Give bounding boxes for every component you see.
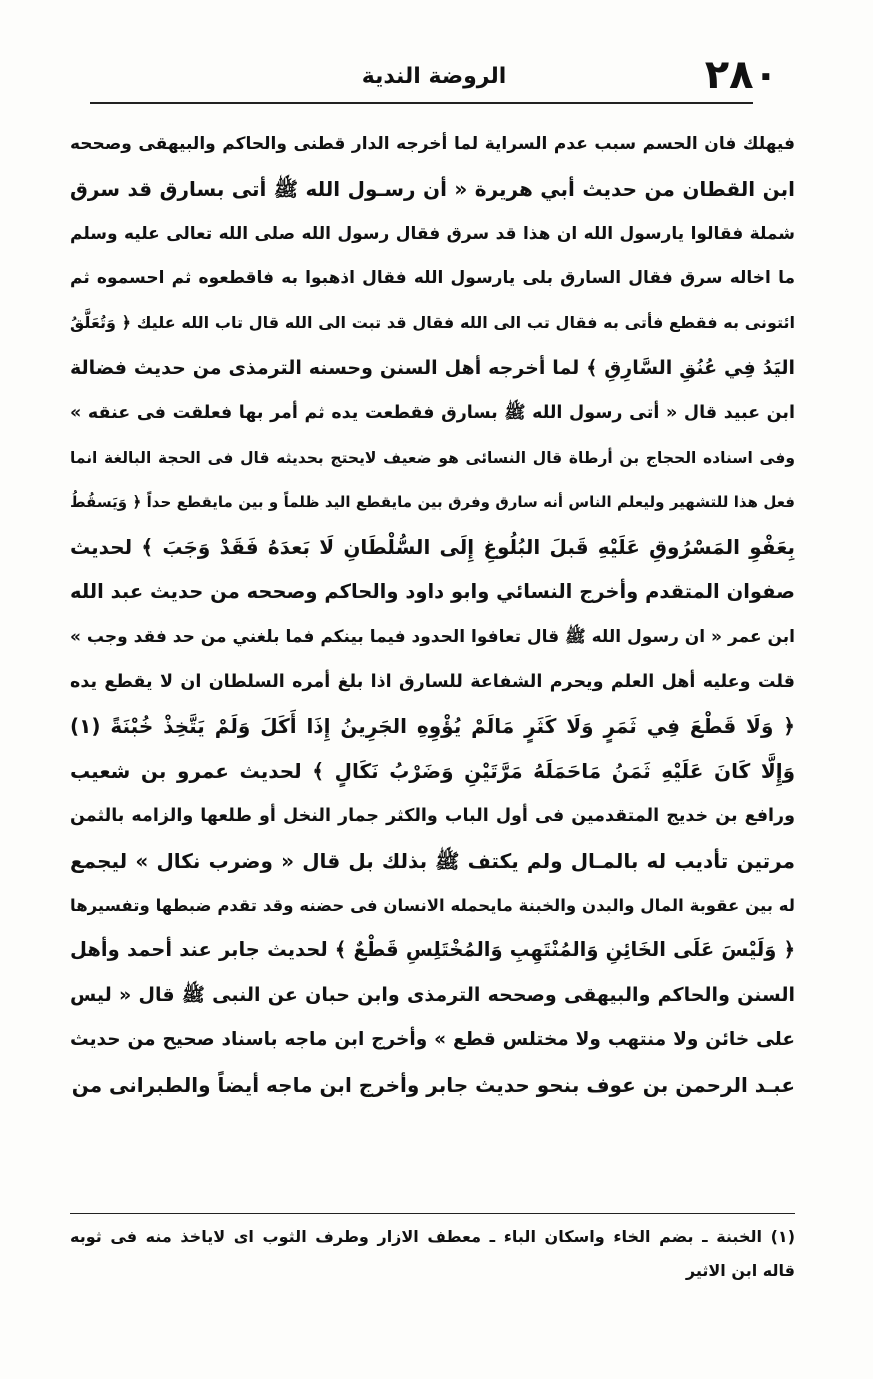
footnotes xyxy=(70,1220,795,1288)
text-line: ائتونى به فقطع فأتى به فقال تب الى الله فقال قد تبت الى الله قال تاب الله عليك ﴿ وَتُعَلَّقُ xyxy=(70,313,795,333)
text-line: على خائن ولا منتهب ولا مختلس قطع » وأخرج ابن ماجه باسناد صحيح من حديث xyxy=(70,1028,795,1050)
text-line: فيهلك فان الحسم سبب عدم السراية لما أخرجه الدار قطنى والحاكم والبيهقى وصححه xyxy=(70,134,795,154)
text-line: ورافع بن خديج المتقدمين فى أول الباب والكثر جمار النخل أو طلعها والزامه بالثمن xyxy=(70,805,795,826)
header-rule xyxy=(90,102,753,104)
text-line: قلت وعليه أهل العلم ويحرم الشفاعة للسارق اذا بلغ أمره السلطان ان لا يقطع يده xyxy=(70,671,795,692)
text-line: اليَدُ فِي عُنُقِ السَّارِقِ ﴾ لما أخرجه أهل السنن وحسنه الترمذى من حديث فضالة xyxy=(70,356,795,379)
text-line: فعل هذا للتشهير وليعلم الناس أنه سارق وفرق بين مايقطع اليد ظلماً و بين مايقطع حداً ﴿ وَيَسقُطُ xyxy=(70,493,795,512)
text-line: ابن القطان من حديث أبي هريرة « أن رسـول الله ﷺ أتى بسارق قد سرق xyxy=(70,176,795,201)
text-line: ﴿ وَلَيْسَ عَلَى الخَائِنِ وَالمُنْتَهِبِ وَالمُخْتَلِسِ قَطْعٌ ﴾ لحديث جابر عند أحمد وأهل xyxy=(70,938,795,962)
text-line: ما اخاله سرق فقال السارق بلى يارسول الله فقال اذهبوا به فاقطعوه ثم احسموه ثم xyxy=(70,268,795,289)
footnote-line: قاله ابن الاثير xyxy=(685,1261,795,1280)
page-number: ٢٨٠ xyxy=(704,52,778,98)
text-line: له بين عقوبة المال والبدن والخبنة مايحمله الانسان فى حضنه وقد تقدم ضبطها وتفسيرها xyxy=(70,895,795,915)
page-header xyxy=(90,50,778,102)
running-title: الروضة الندية xyxy=(361,64,507,89)
text-line: السنن والحاكم والبيهقى وصححه الترمذى وابن حبان عن النبى ﷺ قال « ليس xyxy=(70,984,795,1007)
text-line: شملة فقالوا يارسول الله ان هذا قد سرق فقال رسول الله صلى الله تعالى عليه وسلم xyxy=(70,223,795,244)
text-line: مرتين تأديب له بالمـال ولم يكتف ﷺ بذلك بل قال « وضرب نكال » ليجمع xyxy=(70,848,795,873)
text-line: صفوان المتقدم وأخرج النسائي وابو داود والحاكم وصححه من حديث عبد الله xyxy=(70,579,795,603)
text-line: ابن عبيد قال « أتى رسول الله ﷺ بسارق فقطعت يده ثم أمر بها فعلقت فى عنقه » xyxy=(70,402,795,423)
text-line: بِعَفْوِ المَسْرُوقِ عَلَيْهِ قَبلَ البُلُوغِ إِلَى السُّلْطَانِ لَا بَعدَهُ فَقَدْ وَجَبَ ﴾ لحديث xyxy=(70,535,795,560)
text-line: ابن عمر « ان رسول الله ﷺ قال تعافوا الحدود فيما بينكم فما بلغني من حد فقد وجب » xyxy=(70,626,795,647)
text-line: وفى اسناده الحجاج بن أرطاة قال النسائى هو ضعيف لايحتج بحديثه قال فى الحجة البالغة انما xyxy=(70,448,795,467)
text-line: ﴿ وَلَا قَطْعَ فِي ثَمَرٍ وَلَا كَثَرٍ مَالَمْ يُؤْوِهِ الجَرِينُ إِذَا أَكَلَ وَلَمْ يَتَّخِذْ خُبْنَةً (١) xyxy=(70,714,795,739)
text-line: وَإِلَّا كَانَ عَلَيْهِ ثَمَنُ مَاحَمَلَهُ مَرَّتَيْنِ وَضَرْبُ نَكَالٍ ﴾ لحديث عمرو بن شعيب xyxy=(70,759,795,784)
main-text xyxy=(70,122,795,1108)
text-line: عبـد الرحمن بن عوف بنحو حديث جابر وأخرج ابن ماجه أيضاً والطبرانى من xyxy=(71,1072,795,1097)
footnote-rule xyxy=(70,1213,795,1214)
footnote-line: (١) الخبنة ـ بضم الخاء واسكان الباء ـ معطف الازار وطرف الثوب اى لاياخذ منه فى ثوبه xyxy=(70,1227,795,1246)
